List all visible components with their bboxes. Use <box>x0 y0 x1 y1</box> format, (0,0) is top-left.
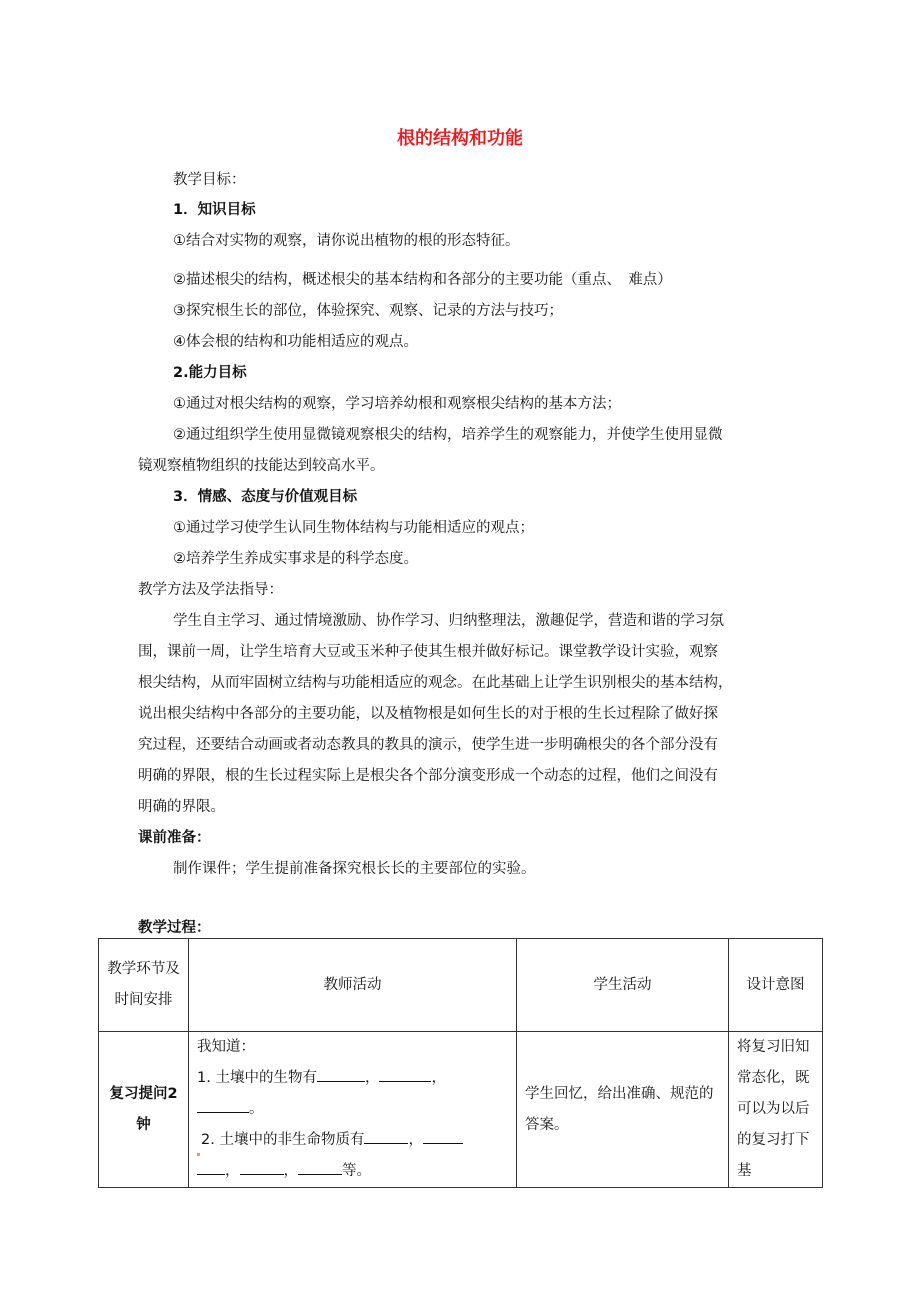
emotion-item: ①通过学习使学生认同生物体结构与功能相适应的观点； <box>173 520 534 536</box>
knowledge-item: ②描述根尖的结构，概述根尖的基本结构和各部分的主要功能（重点、 难点） <box>173 272 672 288</box>
ability-item: 镜观察植物组织的技能达到较高水平。 <box>138 458 385 474</box>
student-cell: 学生回忆，给出准确、规范的答案。 <box>517 1032 729 1188</box>
ability-item: ①通过对根尖结构的观察，学习培养幼根和观察根尖结构的基本方法； <box>173 396 621 412</box>
header-student: 学生活动 <box>517 939 729 1032</box>
table-row <box>99 1032 823 1188</box>
teacher-cell: 我知道： 1. 土壤中的生物有 ， ， 。 2. 土壤中的非生命物质有 ， ， ， 等。 <box>189 1032 517 1188</box>
question-2: 2. 土壤中的非生命物质有 ， <box>197 1125 508 1156</box>
method-heading: 教学方法及学法指导： <box>138 582 283 598</box>
header-teacher: 教师活动 <box>189 939 517 1032</box>
stage-cell: 复习提问2钟 <box>99 1032 189 1188</box>
intent-cell: 将复习旧知常态化，既可以为以后的复习打下基 <box>729 1032 823 1188</box>
method-line: 明确的界限，根的生长过程实际上是根尖各个部分演变形成一个动态的过程，他们之间没有 <box>138 768 718 784</box>
teacher-intro: 我知道： <box>197 1039 255 1055</box>
knowledge-item: ④体会根的结构和功能相适应的观点。 <box>173 334 418 350</box>
knowledge-item: ③探究根生长的部位，体验探究、观察、记录的方法与技巧； <box>173 303 563 319</box>
document-title: 根的结构和功能 <box>397 128 523 149</box>
method-line: 说出根尖结构中各部分的主要功能，以及植物根是如何生长的对于根的生长过程除了做好探 <box>138 706 718 722</box>
teaching-process-table <box>98 938 823 1188</box>
method-line: 明确的界限。 <box>138 799 225 815</box>
emotion-heading: 3．情感、态度与价值观目标 <box>173 489 358 505</box>
emotion-item: ②培养学生养成实事求是的科学态度。 <box>173 551 418 567</box>
knowledge-heading: 1．知识目标 <box>173 202 256 218</box>
objectives-heading: 教学目标： <box>173 172 246 188</box>
method-line: 究过程，还要结合动画或者动态教具的教具的演示，使学生进一步明确根尖的各个部分没有 <box>138 737 718 753</box>
knowledge-item: ①结合对实物的观察，请你说出植物的根的形态特征。 <box>173 233 520 249</box>
method-line: 围，课前一周，让学生培育大豆或玉米种子使其生根并做好标记。课堂教学设计实验，观察 <box>138 644 718 660</box>
prep-heading: 课前准备： <box>138 830 211 846</box>
method-line: 根尖结构，从而牢固树立结构与功能相适应的观念。在此基础上让学生识别根尖的基本结构， <box>138 675 733 691</box>
process-heading: 教学过程： <box>138 920 211 936</box>
header-intent: 设计意图 <box>729 939 823 1032</box>
ability-heading: 2.能力目标 <box>173 365 247 381</box>
header-stage: 教学环节及时间安排 <box>99 939 189 1032</box>
prep-text: 制作课件；学生提前准备探究根长长的主要部位的实验。 <box>173 861 536 877</box>
method-line: 学生自主学习、通过情境激励、协作学习、归纳整理法，激趣促学，营造和谐的学习氛 <box>173 613 724 629</box>
table-header-row <box>99 939 823 1032</box>
question-1: 1. 土壤中的生物有 ， ， <box>197 1063 508 1094</box>
ability-item: ②通过组织学生使用显微镜观察根尖的结构，培养学生的观察能力，并使学生使用显微 <box>173 427 723 443</box>
